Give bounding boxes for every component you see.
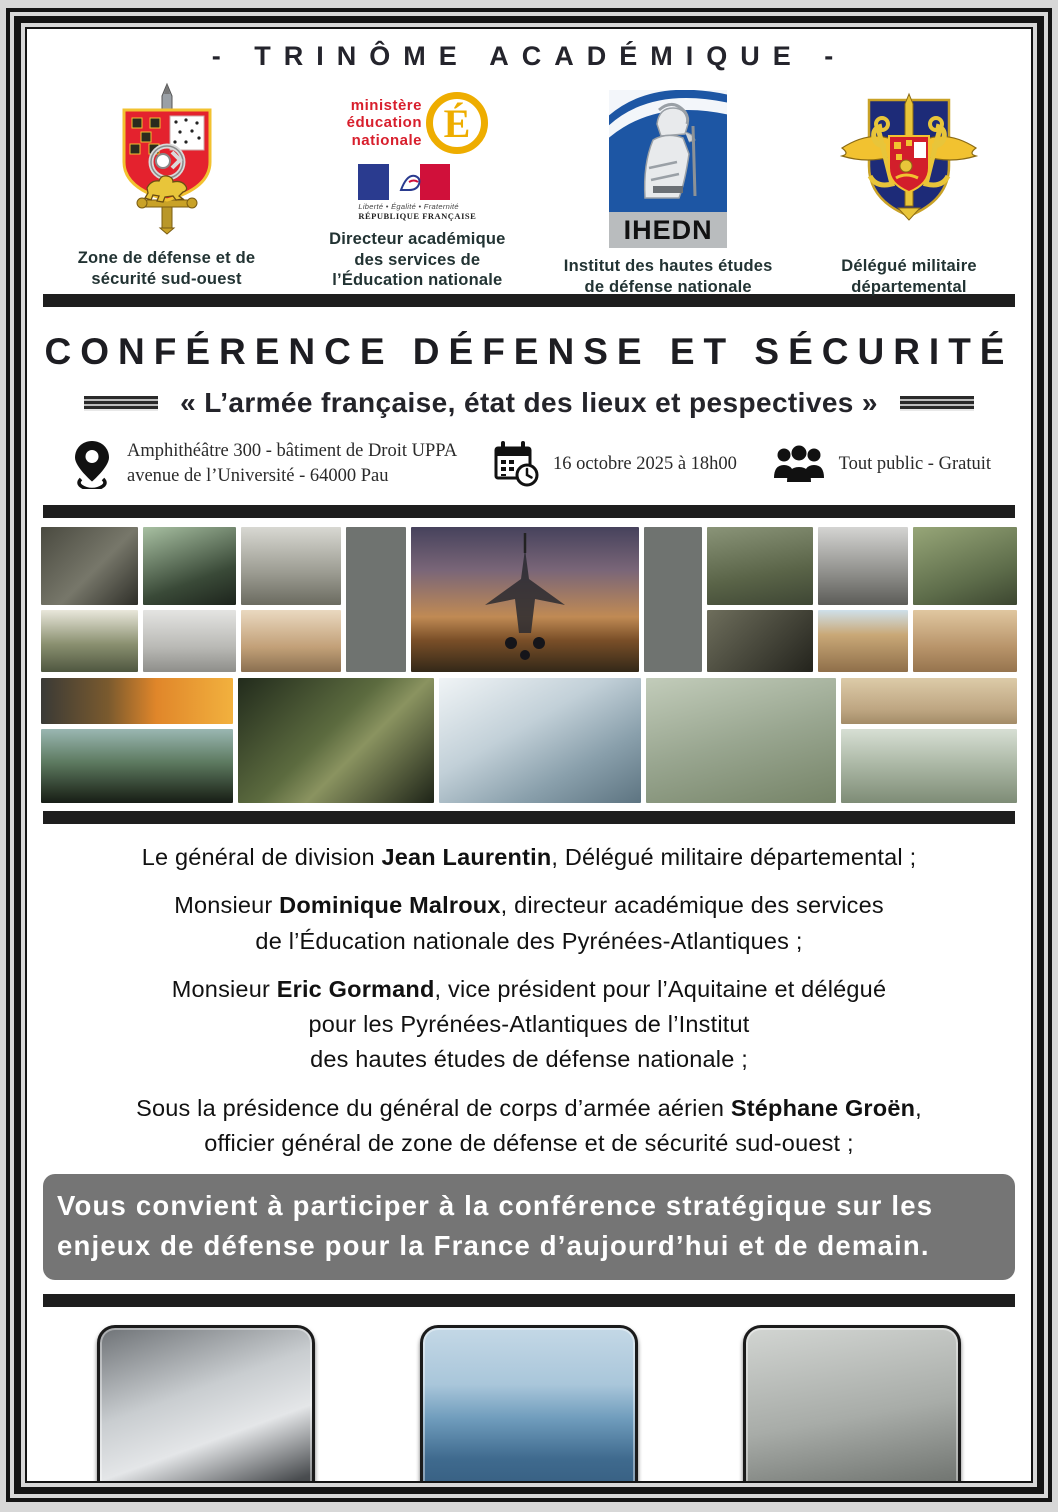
zone-defense-crest-icon	[102, 82, 232, 240]
conference-title: CONFÉRENCE DÉFENSE ET SÉCURITÉ	[44, 331, 1014, 372]
logo-delegue-militaire	[819, 82, 999, 297]
photo-helicopter-over-field	[841, 729, 1017, 803]
subtitle-row	[41, 387, 1017, 419]
photo-pilot-helmet-closeup	[238, 678, 434, 803]
collage-gray-spacer-left	[346, 527, 406, 672]
ministere-logo-icon	[327, 82, 507, 221]
collage-left-block-row2	[41, 678, 233, 803]
french-flag-icon	[358, 164, 450, 200]
photo-soldiers-desert	[913, 610, 1017, 672]
calendar-clock-icon	[493, 441, 539, 487]
paragraph-malroux	[51, 888, 1007, 959]
photo-helicopter-forest	[41, 610, 138, 672]
paragraph-line: pour les Pyrénées-Atlantiques de l’Institut	[308, 1011, 750, 1037]
photo-snowy-aerial-parachute	[439, 678, 641, 803]
republique-text: RÉPUBLIQUE FRANÇAISE	[358, 211, 477, 221]
photo-soldiers-night-vision	[143, 527, 236, 605]
photo-dust-road-convoy	[841, 678, 1017, 724]
datetime-text: 16 octobre 2025 à 18h00	[552, 453, 737, 474]
ministere-wordmark	[347, 92, 488, 154]
motto-text: Liberté • Égalité • Fraternité	[358, 202, 459, 211]
paragraph-line: Monsieur Eric Gormand, vice président pour l’Aquitaine et délégué	[171, 975, 887, 1002]
paragraph-line: Monsieur Dominique Malroux, directeur académique des services	[174, 892, 884, 919]
dmd-crest-icon	[834, 88, 984, 248]
paragraph-line: de l’Éducation nationale des Pyrénées-Atlantiques ;	[255, 927, 803, 954]
location-text	[127, 439, 457, 489]
photo-soldier-equipment	[707, 610, 813, 672]
paragraph-gormand	[51, 972, 1007, 1078]
ministere-word2: éducation	[346, 114, 422, 132]
bottom-photos-row	[41, 1307, 1017, 1483]
paragraph-groen	[51, 1091, 1007, 1162]
photo-soldiers-interior	[41, 527, 138, 605]
collage-left-cluster	[41, 527, 341, 672]
logo-ministere-education	[317, 82, 517, 291]
photo-grass-camouflage-closeup	[646, 678, 836, 803]
invitation-highlight-box	[43, 1174, 1015, 1280]
logo-ihedn	[561, 82, 776, 297]
highlight-line1: Vous convient à participer à la conférence stratégique sur les	[57, 1190, 934, 1221]
ministere-e-ring-icon: É	[426, 92, 488, 154]
ministere-word1: ministère	[350, 97, 422, 115]
poster-content	[27, 29, 1031, 1483]
paragraph-laurentin	[51, 840, 1007, 875]
photo-soldiers-door-grayscale	[818, 527, 908, 605]
poster-frame-inner	[25, 27, 1033, 1483]
dmd-caption: Délégué militaire départemental	[841, 257, 977, 296]
photo-collage	[41, 518, 1017, 811]
ihedn-athena-art	[609, 90, 727, 212]
separator-bar-4	[43, 1294, 1015, 1307]
location-line1: Amphithéâtre 300 - bâtiment de Droit UPPA	[127, 441, 458, 462]
audience-text: Tout public - Gratuit	[838, 453, 991, 474]
republique-francaise-emblem	[358, 164, 476, 221]
info-datetime	[493, 441, 737, 487]
trinome-academique-header: - TRINÔME ACADÉMIQUE -	[211, 41, 847, 71]
collage-right-cluster	[707, 527, 1017, 672]
photo-helicopter-lift-grayscale	[143, 610, 236, 672]
ministere-word3: nationale	[351, 131, 422, 149]
separator-bar-2	[43, 505, 1015, 518]
info-location	[71, 439, 457, 489]
photo-desert-village-tripod	[818, 610, 908, 672]
logos-row	[41, 72, 1017, 294]
audience-people-icon	[773, 444, 825, 484]
paragraph-line: des hautes études de défense nationale ;	[310, 1046, 748, 1073]
photo-fighter-jet-rafale	[411, 527, 639, 672]
paragraph-line: officier général de zone de défense et de sécurité sud-ouest ;	[204, 1129, 854, 1156]
photo-river-patrol-boat	[41, 729, 233, 803]
collage-gray-spacer-right	[644, 527, 702, 672]
collage-row-2	[41, 678, 1017, 803]
invitation-text-section	[41, 824, 1017, 1161]
highlight-line2: enjeux de défense pour la France d’aujourd’hui et de demain.	[57, 1229, 930, 1261]
photo-paratroopers-ramp	[97, 1325, 315, 1483]
poster-frame-middle	[14, 16, 1044, 1494]
logo-zone-defense	[59, 82, 274, 289]
conference-subtitle: « L’armée française, état des lieux et pespectives »	[180, 387, 878, 418]
collage-row-1	[41, 527, 1017, 672]
paragraph-line: Sous la présidence du général de corps d’armée aérien Stéphane Groën,	[136, 1094, 922, 1121]
subtitle-left-mark-icon	[84, 396, 158, 411]
ihedn-acronym: IHEDN	[623, 214, 713, 245]
poster-frame-outer	[6, 8, 1052, 1502]
photo-combat-diver	[743, 1325, 961, 1483]
photo-tall-grass-camouflage	[707, 527, 813, 605]
ihedn-band	[609, 212, 727, 248]
info-row	[41, 425, 1017, 505]
location-line2: avenue de l’Université - 64000 Pau	[127, 466, 389, 486]
ihedn-logo-icon	[607, 90, 729, 248]
collage-right-block-row2	[841, 678, 1017, 803]
subtitle-right-mark-icon	[900, 396, 974, 411]
ihedn-caption: Institut des hautes études de défense nationale	[563, 257, 773, 296]
location-pin-icon	[71, 439, 113, 489]
photo-soldiers-advancing-water	[241, 527, 341, 605]
ministere-caption: Directeur académique des services de l’Éducation nationale	[329, 230, 506, 290]
paragraph-line: Le général de division Jean Laurentin, Délégué militaire départemental ;	[141, 844, 917, 870]
zone-defense-caption: Zone de défense et de sécurité sud-ouest	[77, 249, 256, 288]
info-audience	[773, 444, 991, 484]
photo-helicopter-dusk	[241, 610, 341, 672]
photo-soldiers-vegetation	[913, 527, 1017, 605]
separator-bar-3	[43, 811, 1015, 824]
photo-gunner-explosion	[41, 678, 233, 724]
photo-submarine-carrier	[420, 1325, 638, 1483]
